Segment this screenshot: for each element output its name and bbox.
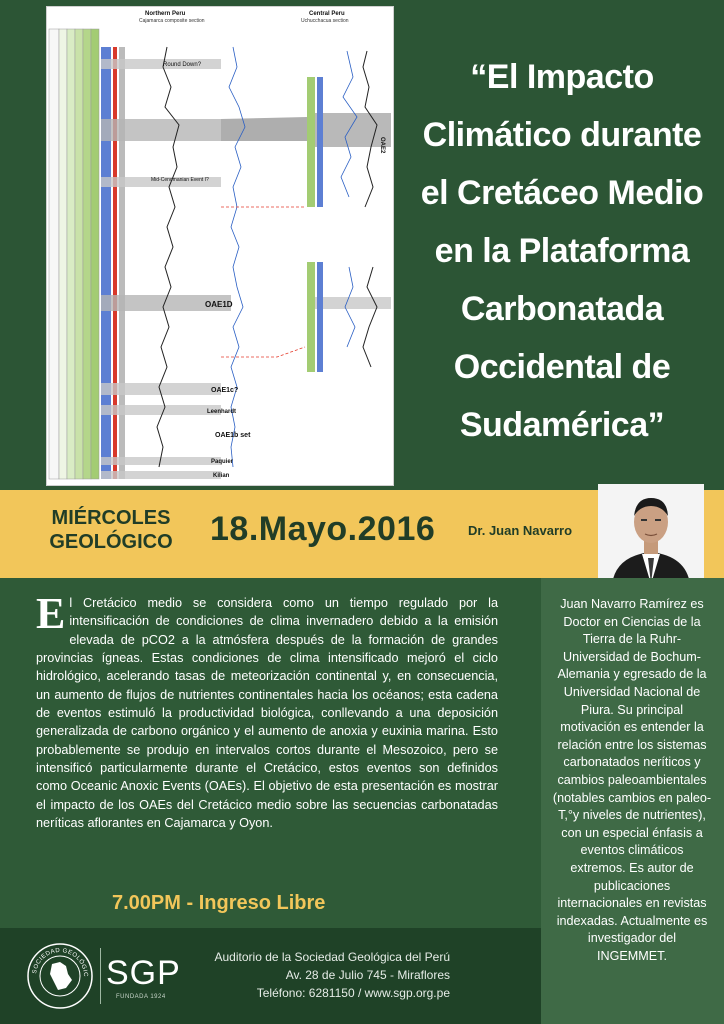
title-line: “El Impacto [470,58,654,96]
logo-divider [100,948,101,1004]
venue-address [200,948,450,1002]
title-line: Climático durante [422,116,702,154]
event-line-1: MIÉRCOLES [51,507,171,529]
stratigraphic-figure [46,6,394,486]
fig-label-oae2: OAE2 [379,137,385,154]
fig-label-oae1c: OAE1c? [211,387,239,394]
sgp-seal-logo [26,942,94,1010]
abstract-body: l Cretácico medio se considera como un tiempo regulado por la intensificación de condiciones de clima invernadero debido a la emisión elevada de pCO2 a la atmósfera después de la formación de grandes provincias ígneas. Estas condiciones de clima intensificado mejoró el ciclo hidrológico, acelerando tasas de meteorización continental y, en consecuencia, un aumento de flujos de nutrientes continentales hacia los océanos; esta cadena de eventos estimuló la productividad biológica, conllevando a una deposición generalizada de carbono orgánico y el aumento de anoxia y euxinia marina. Esto probablemente se produjo en intervalos cortos durante el Mesozoico, pero se intensificó particularmente durante el Cretácico, estos eventos son definidos como Oceanic Anoxic Events (OAEs). El objetivo de esta presentación es mostrar el impacto de los OAEs del Cretácico medio sobre las secuencias carbonatadas neríticas aflorantes en Cajamarca y Oyon. [36,596,498,831]
event-line-2: GEOLÓGICO [49,531,173,553]
fig-label-oae1d: OAE1D [205,300,233,309]
venue-street: Av. 28 de Julio 745 - Miraflores [285,968,450,982]
speaker-portrait-icon [598,484,704,584]
speaker-photo [598,484,704,584]
speaker-bio: Juan Navarro Ramírez es Doctor en Ciencias de la Tierra de la Ruhr-Universidad de Bochum-Alemania y egresado de la Universidad Nacional de Piura. Su principal motivación es entender la relación entre los sistemas carbonatados neríticos y cambios paleoambientales (notables cambios en paleo-T,°y niveles de nutrientes), con un especial énfasis a eventos climáticos extremos. Es autor de publicaciones internacionales en revistas indexadas. Actualmente es investigador del INGEMMET. [552,597,712,963]
talk-title [412,48,712,454]
chemostratigraphy-svg [47,7,393,485]
venue-name: Auditorio de la Sociedad Geológica del Perú [214,950,450,964]
sgp-seal-icon [26,942,94,1010]
title-line: Carbonatada [460,290,664,328]
title-line: en la Plataforma [434,232,690,270]
seal-text: SOCIEDAD GEOLÓGIC [32,947,89,978]
abstract-dropcap: E [36,589,66,638]
fig-label-kilian: Kilian [213,473,230,479]
fig-right-title: Central Peru [309,11,345,17]
event-name [36,506,186,554]
fig-left-title: Northern Peru [145,11,186,17]
title-line: el Cretáceo Medio [420,174,704,212]
title-line: Sudamérica” [459,406,665,444]
sgp-founded: FUNDADA 1924 [116,994,166,1000]
fig-left-subtitle: Cajamarca composite section [139,18,205,24]
fig-right-subtitle: Uchucchacua section [301,18,349,24]
fig-label-paquier: Paquier [211,459,234,465]
fig-label-round-down: Round Down? [163,62,202,68]
fig-label-leenhardt: Leenhardt [207,409,237,415]
venue-contact: Teléfono: 6281150 / www.sgp.org.pe [256,986,450,1000]
event-date: 18.Mayo.2016 [210,510,436,548]
fig-label-mid-cenomanian: Mid-Cenomanian Event I? [151,177,209,183]
event-time: 7.00PM - Ingreso Libre [112,892,326,914]
abstract-text [36,589,498,832]
fig-label-oae1b: OAE1b set [215,432,251,439]
title-line: Occidental de [453,348,671,386]
speaker-name: Dr. Juan Navarro [468,523,573,538]
sgp-wordmark: SGP [106,954,181,992]
